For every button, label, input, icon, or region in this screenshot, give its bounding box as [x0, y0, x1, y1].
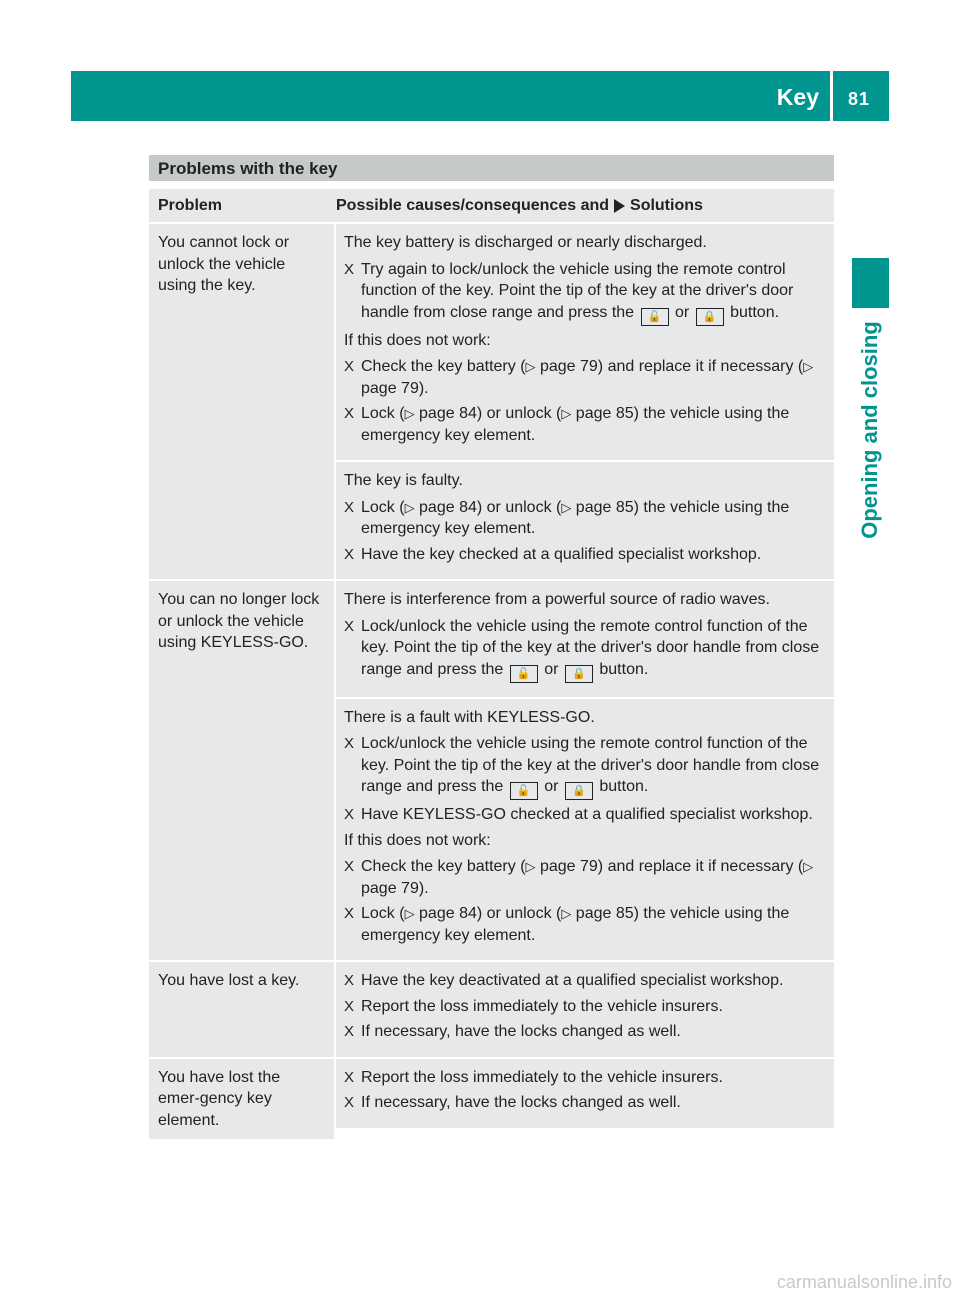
page-ref-icon: ▷	[404, 499, 415, 515]
list-item: X Have the key checked at a qualified specialist workshop.	[344, 544, 828, 566]
step-x-icon: X	[344, 260, 355, 278]
page-ref-icon: ▷	[561, 906, 572, 921]
list-item: X Report the loss immediately to the vehicle insurers.	[344, 1067, 828, 1089]
list-item: X If necessary, have the locks changed as well.	[344, 1092, 828, 1114]
step-x-icon: X	[344, 1068, 355, 1086]
list-item: X Try again to lock/unlock the vehicle using the remote control function of the key. Point the tip of the key at the driver's door handle from close range and press the 🔓 or 🔒 button.	[344, 259, 828, 326]
lock-icon: 🔒	[565, 782, 593, 800]
step-x-icon: X	[344, 1094, 355, 1111]
step-x-icon: X	[344, 617, 355, 635]
list-item: X Lock/unlock the vehicle using the remote control function of the key. Point the tip of the key at the driver's door handle from close range and press the 🔓 or 🔒 button.	[344, 616, 828, 683]
table-row	[149, 224, 834, 581]
table-row	[149, 962, 834, 1059]
watermark: carmanualsonline.info	[776, 1272, 952, 1292]
step-x-icon: X	[344, 972, 355, 989]
table-header	[149, 189, 834, 224]
page-number: 81	[848, 89, 871, 109]
step-x-icon: X	[344, 358, 355, 375]
list-item: X Lock (▷ page 84) or unlock (▷ page 85) the vehicle using the emergency key element.	[344, 403, 828, 446]
list-item: X Lock/unlock the vehicle using the remote control function of the key. Point the tip of the key at the driver's door handle from close range and press the 🔓 or 🔒 button.	[344, 733, 828, 800]
step-x-icon: X	[344, 997, 355, 1015]
header-section-title: Key	[776, 84, 819, 110]
list-item: X Lock (▷ page 84) or unlock (▷ page 85) the vehicle using the emergency key element.	[344, 497, 828, 540]
problems-table	[149, 155, 834, 1141]
page-ref-icon: ▷	[561, 499, 572, 515]
cause-cell: The key battery is discharged or nearly discharged. X Try again to lock/unlock the vehicle using the remote control function of the key. Point the tip of the key at the driver's door handle from close range and press the 🔓 or 🔒 button. If this does not work: X Check the key battery (▷ page 79) and replace it if necessary (▷ page 79). X Lock (▷ page 84) or unlock (▷ page 85) the vehicle using the emergency key element.	[336, 224, 834, 462]
unlock-icon: 🔓	[510, 782, 538, 800]
step-x-icon: X	[344, 405, 355, 422]
page-ref-icon: ▷	[404, 406, 415, 421]
page-ref-icon: ▷	[404, 906, 415, 921]
cause-cell: There is interference from a powerful source of radio waves. X Lock/unlock the vehicle using the remote control function of the key. Point the tip of the key at the driver's door handle from close range and press the 🔓 or 🔒 button.	[336, 581, 834, 699]
problem-cell: You have lost a key.	[149, 962, 334, 1057]
step-x-icon: X	[344, 858, 355, 875]
chapter-side-label: Opening and closing	[857, 321, 882, 539]
problem-cell: You can no longer lock or unlock the vehicle using KEYLESS-GO.	[149, 581, 334, 960]
page-ref-icon: ▷	[803, 359, 814, 374]
list-item: X Report the loss immediately to the vehicle insurers.	[344, 996, 828, 1018]
step-x-icon: X	[344, 545, 355, 563]
solution-arrow-icon	[614, 199, 625, 213]
table-row	[149, 1059, 834, 1142]
cause-cell	[336, 962, 834, 1057]
list-item: X Check the key battery (▷ page 79) and replace it if necessary (▷ page 79).	[344, 856, 828, 899]
table-row	[149, 581, 834, 962]
list-item: X Have the key deactivated at a qualified specialist workshop.	[344, 970, 828, 992]
step-x-icon: X	[344, 735, 355, 752]
header-separator	[830, 71, 833, 121]
cause-cell: There is a fault with KEYLESS-GO. X Lock/unlock the vehicle using the remote control function of the key. Point the tip of the key at the driver's door handle from close range and press the 🔓 or 🔒 button. X Have KEYLESS-GO checked at a qualified specialist workshop. If this does not work: X Check the key battery (▷ page 79) and replace it if necessary (▷ page 79). X Lock (▷ page 84) or unlock (▷ page 85) the vehicle using the emergency key element.	[336, 699, 834, 961]
page-ref-icon: ▷	[525, 359, 536, 374]
problem-cell: You cannot lock or unlock the vehicle using the key.	[149, 224, 334, 579]
side-tab	[852, 258, 889, 308]
cause-cell	[336, 1059, 834, 1128]
col-problem: Problem	[158, 196, 223, 214]
page-ref-icon: ▷	[561, 406, 572, 421]
lock-icon: 🔒	[565, 665, 593, 683]
header-bar	[71, 71, 889, 121]
step-x-icon: X	[344, 905, 355, 922]
table-title: Problems with the key	[149, 155, 834, 181]
unlock-icon: 🔓	[641, 308, 669, 326]
list-item: X If necessary, have the locks changed as well.	[344, 1021, 828, 1043]
step-x-icon: X	[344, 806, 355, 823]
unlock-icon: 🔓	[510, 665, 538, 683]
step-x-icon: X	[344, 498, 355, 516]
col-solutions: Possible causes/consequences and Solutions	[336, 196, 703, 214]
page-ref-icon: ▷	[803, 859, 814, 874]
lock-icon: 🔒	[696, 308, 724, 326]
page-ref-icon: ▷	[525, 859, 536, 874]
list-item: X Have KEYLESS-GO checked at a qualified specialist workshop.	[344, 804, 828, 826]
cause-cell: The key is faulty. X Lock (▷ page 84) or unlock (▷ page 85) the vehicle using the emergency key element. X Have the key checked at a qualified specialist workshop.	[336, 462, 834, 579]
list-item: X Lock (▷ page 84) or unlock (▷ page 85) the vehicle using the emergency key element.	[344, 903, 828, 946]
problem-cell: You have lost the emer-gency key element.	[149, 1059, 334, 1140]
list-item: X Check the key battery (▷ page 79) and replace it if necessary (▷ page 79).	[344, 356, 828, 399]
step-x-icon: X	[344, 1023, 355, 1040]
